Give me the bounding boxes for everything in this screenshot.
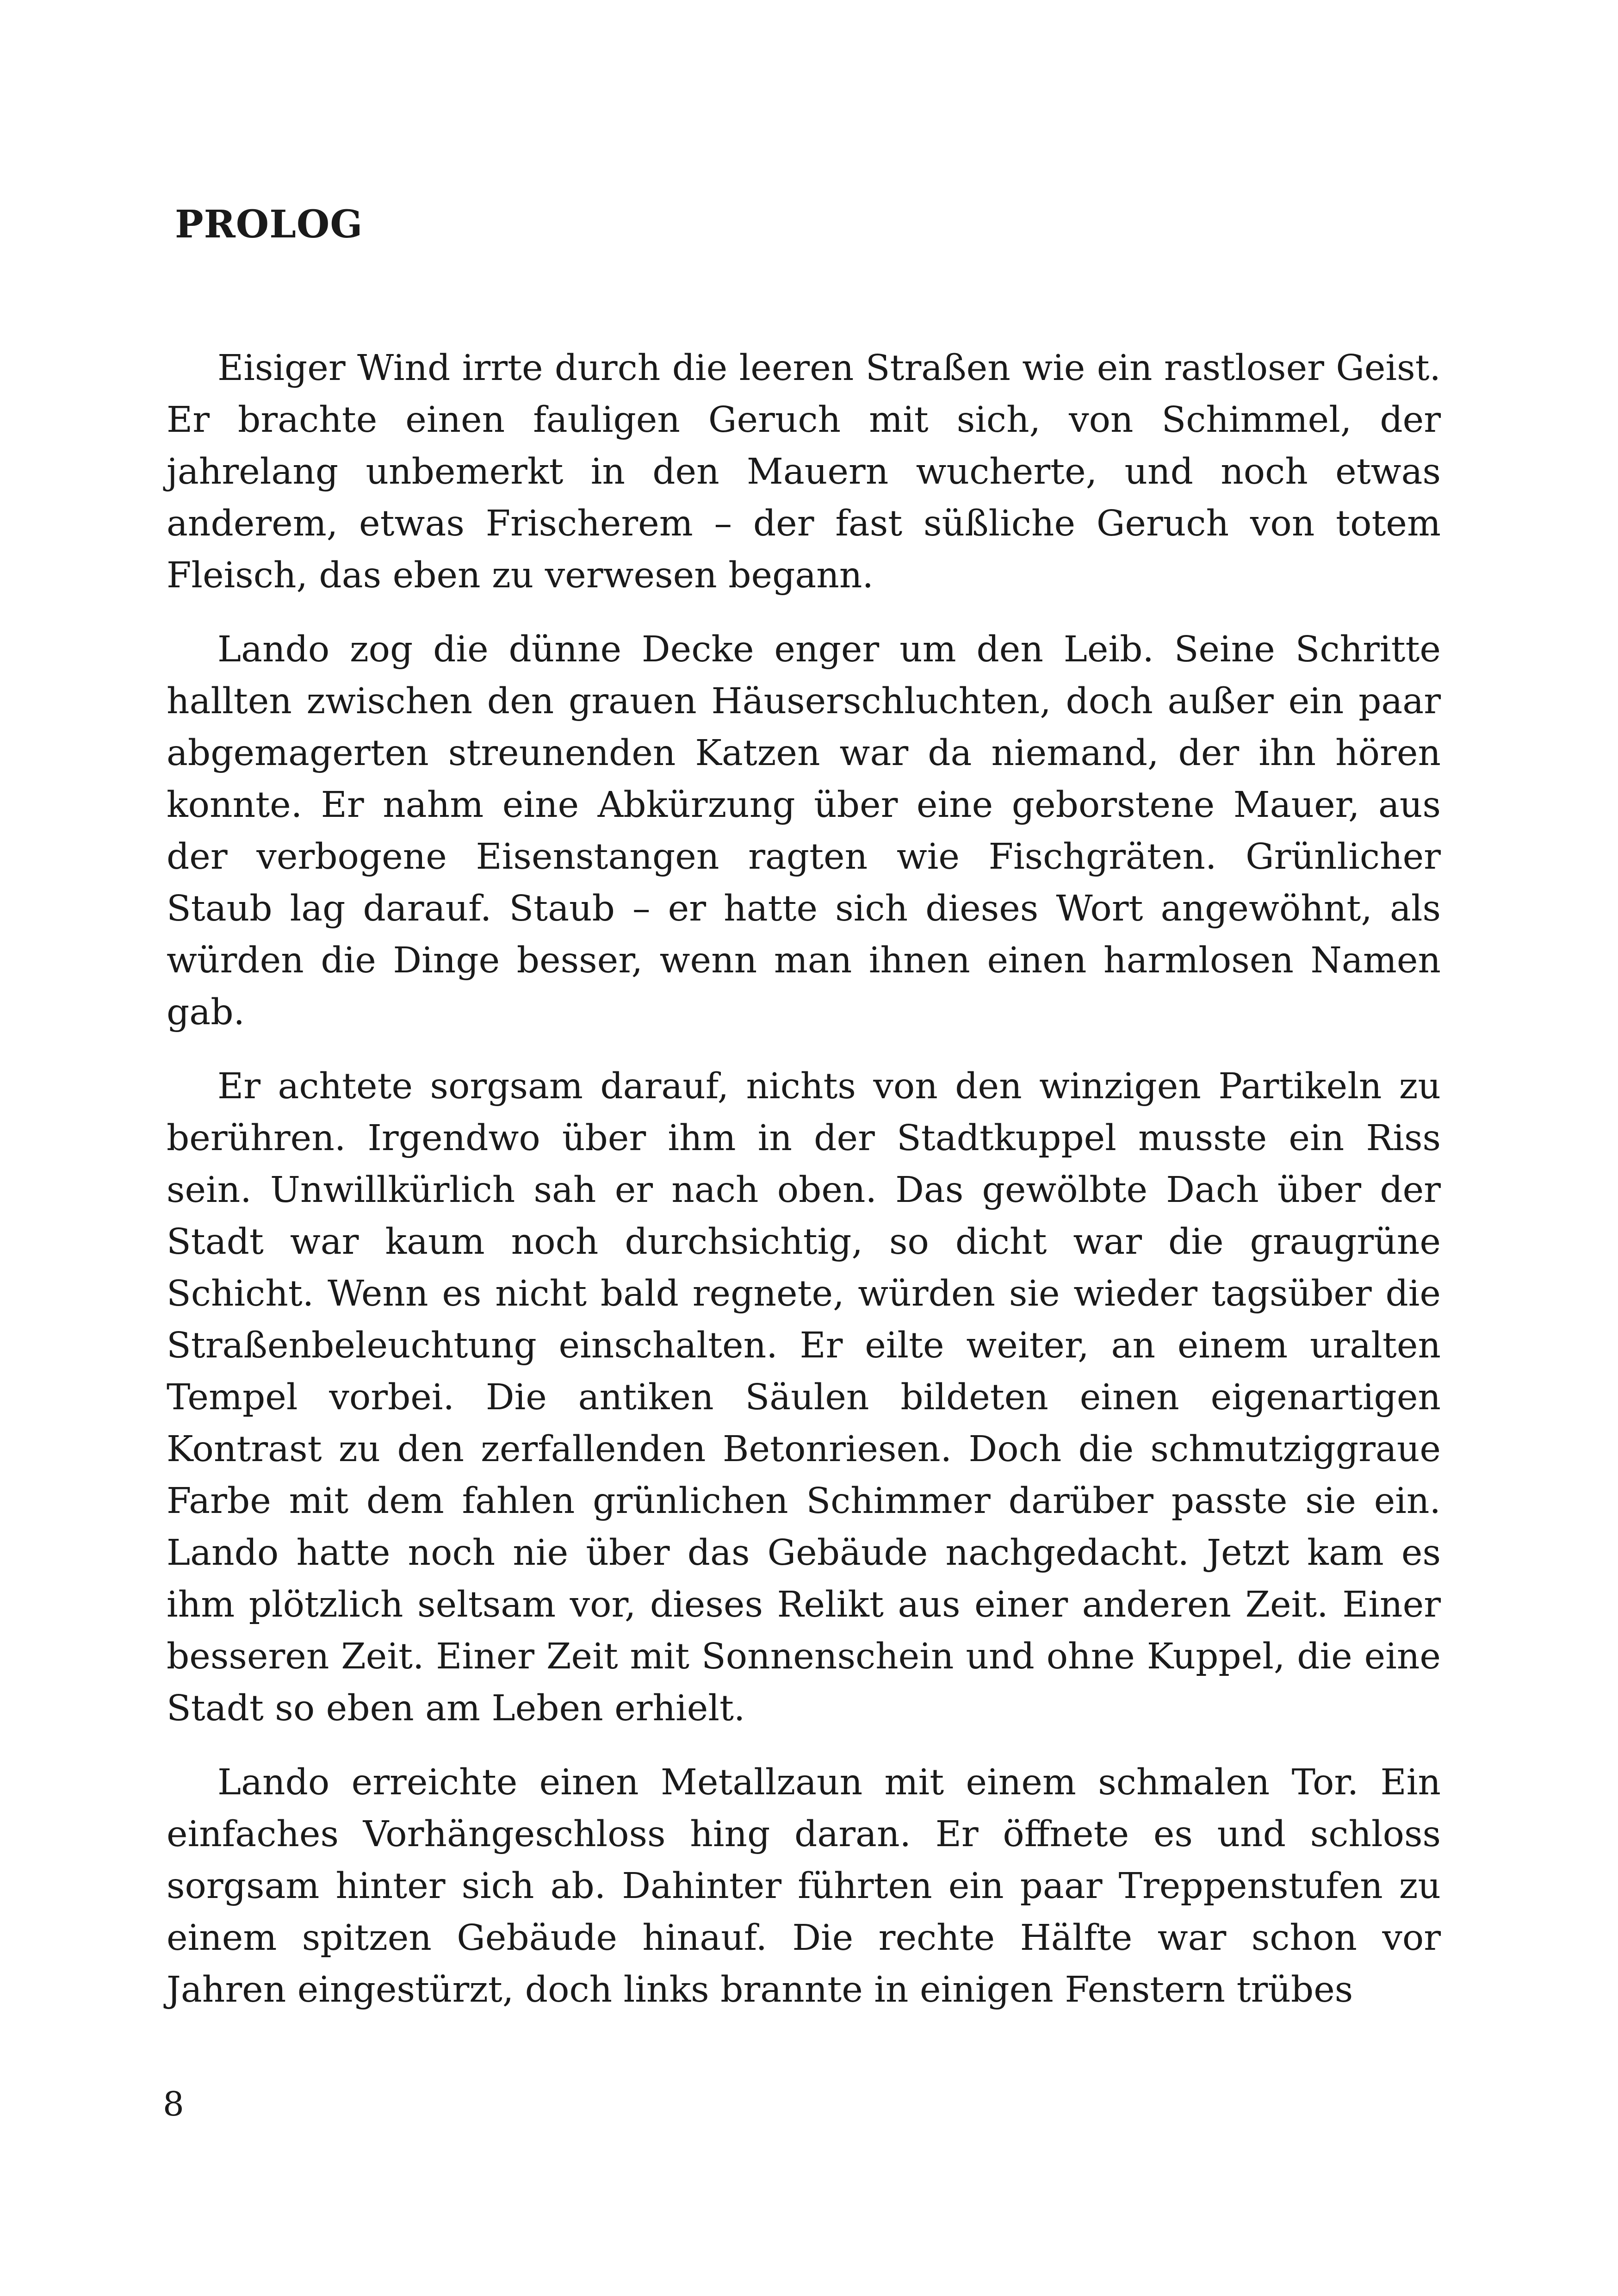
body-text (167, 342, 1441, 2038)
chapter-title: PROLOG (175, 202, 363, 247)
paragraph-2: Lando zog die dünne Decke enger um den Leib. Seine Schritte hallten zwischen den grauen Häuserschluchten, doch außer ein paar abgemagerten streunenden Katzen war da niemand, der ihn hören konnte. Er nahm eine Abkürzung über eine geborstene Mauer, aus der verbogene Eisenstangen ragten wie Fischgräten. Grünlicher Staub lag darauf. Staub – er hatte sich dieses Wort angewöhnt, als würden die Dinge besser, wenn man ihnen einen harmlosen Namen gab. (167, 629, 1441, 1033)
paragraph-3: Er achtete sorgsam darauf, nichts von den winzigen Partikeln zu berühren. Irgendwo über ihm in der Stadtkuppel musste ein Riss sein. Unwillkürlich sah er nach oben. Das gewölbte Dach über der Stadt war kaum noch durchsichtig, so dicht war die graugrüne Schicht. Wenn es nicht bald regnete, würden sie wieder tagsüber die Straßenbeleuchtung einschalten. Er eilte weiter, an einem uralten Tempel vorbei. Die antiken Säulen bildeten einen eigenartigen Kontrast zu den zerfallenden Betonriesen. Doch die schmutziggraue Farbe mit dem fahlen grünlichen Schimmer darüber passte sie ein. Lando hatte noch nie über das Gebäude nachgedacht. Jetzt kam es ihm plötzlich seltsam vor, dieses Relikt aus einer anderen Zeit. Einer besseren Zeit. Einer Zeit mit Sonnenschein und ohne Kuppel, die eine Stadt so eben am Leben erhielt. (167, 1066, 1441, 1729)
page-number: 8 (163, 2084, 184, 2123)
paragraph-4: Lando erreichte einen Metallzaun mit einem schmalen Tor. Ein einfaches Vorhängeschloss hing daran. Er öffnete es und schloss sorgsam hinter sich ab. Dahinter führten ein paar Treppenstufen zu einem spitzen Gebäude hinauf. Die rechte Hälfte war schon vor Jahren eingestürzt, doch links brannte in einigen Fenstern trübes (167, 1762, 1441, 2010)
paragraph-1: Eisiger Wind irrte durch die leeren Straßen wie ein rastloser Geist. Er brachte einen fauligen Geruch mit sich, von Schimmel, der jahrelang unbemerkt in den Mauern wucherte, und noch etwas anderem, etwas Frischerem – der fast süßliche Geruch von totem Fleisch, das eben zu verwesen begann. (167, 348, 1441, 596)
